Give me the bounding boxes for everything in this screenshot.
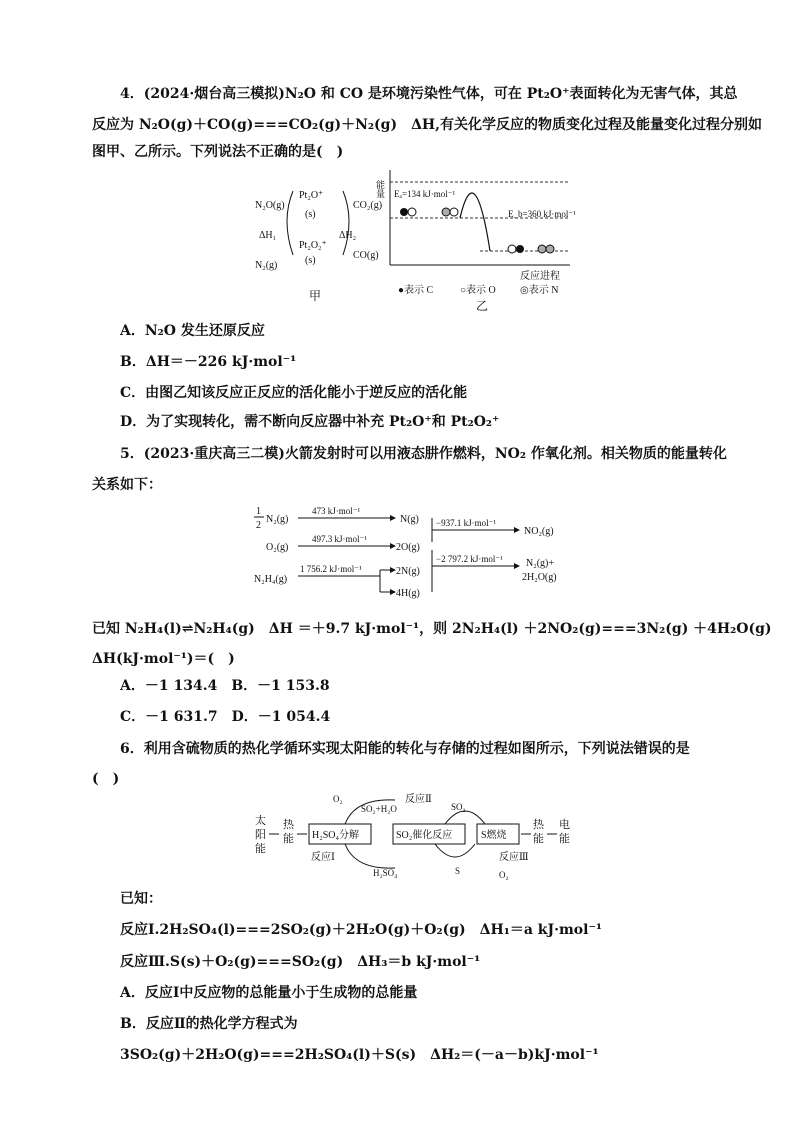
q4-stem-line3: 图甲、乙所示。下列说法不正确的是( )	[92, 144, 344, 160]
q6-stem-line2: ( )	[92, 771, 120, 787]
q5-options-ab: A．－1 134.4 B．－1 153.8	[120, 678, 330, 694]
arrowhead	[514, 563, 520, 569]
eb-label: E_b=360 kJ·mol⁻¹	[508, 209, 576, 219]
heat-4: 能	[533, 833, 544, 845]
label-no2: NO₂(g)	[524, 526, 554, 537]
label-r3: 反应Ⅲ	[499, 852, 529, 863]
label-co2: CO₂(g)	[353, 200, 383, 211]
e1-label: 473 kJ·mol⁻¹	[312, 506, 361, 516]
o-atom	[450, 208, 458, 216]
box3-label: S燃烧	[481, 830, 507, 841]
q4-figure-yi	[375, 165, 580, 315]
q4-stem-line2: 反应为 N₂O(g)＋CO(g)===CO₂(g)＋N₂(g) ΔH,有关化学反应的物质变化过程及能量变化过程分别如	[92, 117, 763, 133]
label-dh1: ΔH₁	[259, 230, 277, 241]
o-atom	[508, 245, 516, 253]
label-r2: 反应Ⅱ	[405, 794, 432, 805]
q5-stem-line1: 5．(2023·重庆高三二模)火箭发射时可以用液态肼作燃料，NO₂ 作氧化剂。相关物质的能量转化	[120, 446, 727, 462]
heat-1: 热	[283, 819, 294, 831]
label-n2: N₂(g)	[255, 260, 278, 271]
q6-cycle-diagram	[245, 788, 585, 883]
cycle-arrow-left	[287, 191, 293, 255]
n-atom	[538, 245, 546, 253]
caption-jia: 甲	[309, 289, 322, 303]
q4-option-d: D．为了实现转化，需不断向反应器中补充 Pt₂O⁺和 Pt₂O₂⁺	[120, 414, 500, 430]
label-n2o: N₂O(g)	[255, 200, 285, 211]
heat-3: 热	[533, 819, 544, 831]
label-prod1: N₂(g)+	[526, 558, 555, 569]
legend-c: ●表示 C	[398, 285, 434, 296]
ylabel: 能量	[375, 180, 385, 198]
q6-option-b-eq: 3SO₂(g)＋2H₂O(g)===2H₂SO₄(l)＋S(s) ΔH₂＝(－a－b)kJ·mol⁻¹	[120, 1047, 599, 1063]
label-h2so4: H₂SO₄	[373, 868, 398, 878]
q6-stem-line1: 6．利用含硫物质的热化学循环实现太阳能的转化与存储的过程如图所示，下列说法错误的是	[120, 741, 690, 757]
q5-stem-line4: ΔH(kJ·mol⁻¹)＝( )	[92, 651, 235, 667]
cycle-arrow-right	[343, 191, 349, 255]
curve-bottom-right	[435, 844, 475, 857]
label-so2-h2o: SO₂+H₂O	[361, 804, 397, 814]
label-s2: (s)	[305, 255, 316, 266]
label-pt2o2-plus: Pt₂O₂⁺	[299, 240, 327, 251]
label-n2: N₂(g)	[266, 514, 289, 525]
sun-1: 太	[255, 815, 266, 827]
q6-option-b: B．反应Ⅱ的热化学方程式为	[120, 1016, 298, 1032]
e2-label: 497.3 kJ·mol⁻¹	[312, 534, 367, 544]
e-no2-label: −937.1 kJ·mol⁻¹	[436, 518, 497, 528]
q4-stem-line1: 4．(2024·烟台高三模拟)N₂O 和 CO 是环境污染性气体，可在 Pt₂O⁺表面转化为无害气体，其总	[120, 86, 738, 102]
n-atom	[546, 245, 554, 253]
q6-known: 已知：	[120, 891, 162, 907]
q4-option-c: C．由图乙知该反应正反应的活化能小于逆反应的活化能	[120, 385, 468, 401]
frac-den: 2	[256, 520, 261, 531]
xlabel: 反应进程	[520, 271, 560, 282]
curve-bottom-left	[345, 844, 395, 868]
label-s1: (s)	[305, 209, 316, 220]
label-pt2o-plus: Pt₂O⁺	[299, 190, 324, 201]
label-so2: SO₂	[451, 802, 466, 812]
label-s: S	[455, 866, 461, 876]
label-o2-top: O₂	[333, 794, 343, 804]
energy-curve	[460, 193, 490, 251]
label-4h: 4H(g)	[396, 588, 420, 599]
label-dh2: ΔH₂	[339, 230, 357, 241]
q6-option-a: A．反应Ⅰ中反应物的总能量小于生成物的总能量	[120, 985, 418, 1001]
frac-num: 1	[256, 506, 261, 517]
box2-label: SO₂催化反应	[396, 830, 453, 841]
label-prod2: 2H₂O(g)	[522, 572, 557, 583]
label-co: CO(g)	[353, 250, 379, 261]
label-o2-bot: O₂	[499, 870, 509, 880]
elec-1: 电	[559, 819, 570, 831]
q6-reaction-3: 反应Ⅲ.S(s)＋O₂(g)===SO₂(g) ΔH₃＝b kJ·mol⁻¹	[120, 954, 481, 970]
q5-stem-line2: 关系如下：	[92, 477, 162, 493]
n-atom	[442, 208, 450, 216]
q4-option-a: A．N₂O 发生还原反应	[120, 323, 265, 339]
e3-label: 1 756.2 kJ·mol⁻¹	[300, 564, 362, 574]
arrowhead	[390, 515, 396, 521]
c-atom	[516, 245, 524, 253]
label-2o: 2O(g)	[396, 542, 420, 553]
legend-o: ○表示 O	[460, 285, 496, 296]
elec-2: 能	[559, 833, 570, 845]
q5-options-cd: C．－1 631.7 D．－1 054.4	[120, 709, 331, 725]
q4-option-b: B．ΔH＝－226 kJ·mol⁻¹	[120, 354, 297, 370]
q5-stem-line3: 已知 N₂H₄(l)⇌N₂H₄(g) ΔH ＝＋9.7 kJ·mol⁻¹，则 2N₂H₄(l) ＋2NO₂(g)===3N₂(g) ＋4H₂O(g)	[92, 621, 772, 637]
caption-yi: 乙	[476, 299, 489, 313]
label-n2h4: N₂H₄(g)	[254, 574, 288, 585]
label-r1: 反应Ⅰ	[311, 852, 335, 863]
heat-2: 能	[283, 833, 294, 845]
q6-reaction-1: 反应Ⅰ.2H₂SO₄(l)===2SO₂(g)＋2H₂O(g)＋O₂(g) ΔH₁＝a kJ·mol⁻¹	[120, 922, 602, 938]
q5-energy-diagram	[250, 500, 580, 605]
e-prod-label: −2 797.2 kJ·mol⁻¹	[436, 554, 503, 564]
label-2n: 2N(g)	[396, 566, 420, 577]
c-atom	[400, 208, 408, 216]
arrowhead	[514, 527, 520, 533]
o-atom	[408, 208, 416, 216]
box1-label: H₂SO₄分解	[312, 830, 359, 841]
legend-n: ◎表示 N	[520, 285, 559, 296]
sun-3: 能	[255, 843, 266, 855]
sun-2: 阳	[255, 829, 266, 841]
label-o2: O₂(g)	[266, 542, 289, 553]
label-n: N(g)	[400, 514, 419, 525]
curve-top-right	[445, 811, 485, 824]
ea-label: Eₐ=134 kJ·mol⁻¹	[394, 189, 456, 199]
